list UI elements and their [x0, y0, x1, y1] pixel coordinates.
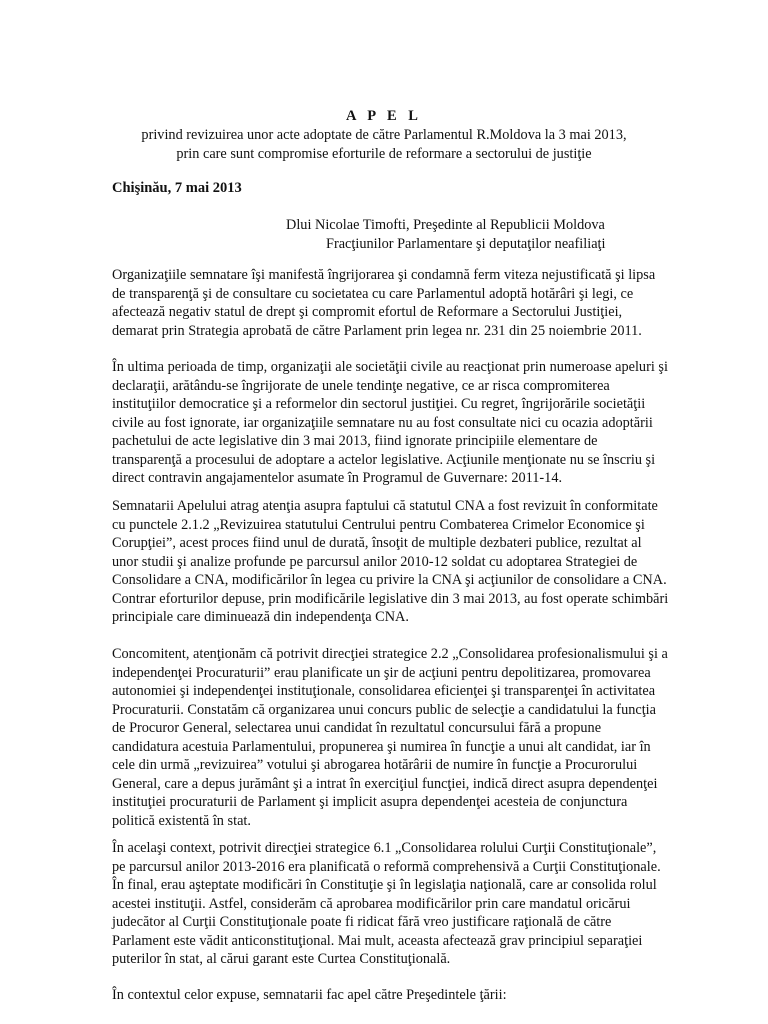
text-line: Procuraturii. Constatăm că organizarea unui concurs public de selecţie a candidatului la funcţia [112, 701, 657, 718]
paragraph-1 [112, 266, 722, 340]
place-and-date: Chişinău, 7 mai 2013 [112, 180, 242, 196]
text-line: Corupţiei”, acest proces fiind unul de durată, însoţit de multiple dezbateri publice, rezultat al [112, 535, 642, 551]
text-line: unor studii şi analize profunde pe parcursul anilor 2010-12 soldat cu adoptarea Strategiei de [112, 553, 638, 570]
text-line: În contextul celor expuse, semnatarii fac apel către Preşedintele ţării: [112, 987, 507, 1003]
addressee-line-2: Fracţiunilor Parlamentare şi deputaţilor neafiliaţi [326, 236, 606, 252]
text-line: Semnatarii Apelului atrag atenţia asupra faptului că statutul CNA a fost revizuit în conformitate [112, 498, 658, 514]
text-line: acestei instituţii. Astfel, considerăm că aprobarea modificărilor prin care mandatul oricărui [112, 895, 631, 912]
text-line: politică existentă în stat. [112, 812, 251, 829]
text-line: Parlament este vădit anticonstituţional. Mai mult, aceasta afectează grav principiul separaţiei [112, 932, 643, 949]
paragraph-2 [112, 358, 722, 488]
text-line: demarat prin Strategia aprobată de către Parlament prin legea nr. 231 din 25 noiembrie 2011. [112, 322, 642, 339]
text-line: autonomiei şi independenţei instituţionale, consolidarea eficienţei şi transparenţei în activitatea [112, 683, 656, 699]
paragraph-5 [112, 839, 722, 969]
text-line: transparenţă a procesului de adoptare a actelor legislative. Acţiunile menţionate nu se înscriu şi [112, 451, 656, 468]
paragraph-4 [112, 645, 722, 830]
paragraph-3 [112, 497, 722, 627]
text-line: În final, erau aşteptate modificări în Constituţie şi în legislaţia naţională, care ar consolida rolul [112, 877, 657, 893]
text-line: principiale care diminuează din independenţa CNA. [112, 609, 409, 625]
text-line: instituţiilor democratice şi a reformelor din sectorul justiţiei. Cu regret, îngrijorările societăţii [112, 396, 646, 412]
text-line: General, care a depus jurământ şi a intrat în exerciţiul funcţiei, indică direct asupra dependenţei [112, 775, 658, 792]
text-line: În acelaşi context, potrivit direcţiei strategice 6.1 „Consolidarea rolului Curţii Constituţionale”, [112, 840, 657, 856]
text-line: pachetului de acte legislative din 3 mai 2013, fiind ignorate principiile elementare de [112, 433, 598, 449]
text-line: instituţiei procuraturii de Parlament şi implicit asupra dependenţei acesteia de conjunctura [112, 794, 628, 810]
document-subtitle-line-1: privind revizuirea unor acte adoptate de către Parlamentul R.Moldova la 3 mai 2013, [141, 127, 627, 143]
text-line: cele din urmă „revizuirea” votului şi abrogarea hotărârii de numire în funcţie a Procurorului [112, 757, 638, 773]
text-line: afectează negativ statul de drept şi compromit efortul de Reformare a Sectorului Justiţiei, [112, 304, 623, 320]
addressee-line-1: Dlui Nicolae Timofti, Preşedinte al Republicii Moldova [286, 217, 605, 233]
text-line: de Procuror General, selectarea unui candidat în rezultatul concursului fără a propune [112, 720, 602, 736]
text-line: de transparenţă şi de consultare cu societatea cu care Parlamentul adoptă hotărâri şi legi, ce [112, 285, 634, 302]
text-line: Concomitent, atenţionăm că potrivit direcţiei strategice 2.2 „Consolidarea profesionalismului şi a [112, 646, 668, 662]
text-line: În ultima perioada de timp, organizaţii ale societăţii civile au reacţionat prin numeroase apeluri şi [112, 359, 668, 375]
text-line: Consolidare a CNA, modificărilor în legea cu privire la CNA şi acţiunilor de consolidare a CNA. [112, 572, 667, 588]
text-line: puterilor în stat, al cărui garant este Curtea Constituţională. [112, 951, 451, 967]
document-subtitle-line-2: prin care sunt compromise eforturile de reformare a sectorului de justiţie [176, 146, 592, 162]
text-line: candidatura acestuia Parlamentului, propunerea şi numirea în funcţie a unui alt candidat, iar în [112, 738, 651, 755]
text-line: Contrar eforturilor depuse, prin modificările legislative din 3 mai 2013, au fost operate schimbări [112, 590, 669, 607]
text-line: Organizaţiile semnatare îşi manifestă îngrijorarea şi condamnă ferm viteza nejustificată şi lipsa [112, 267, 656, 283]
paragraph-6 [112, 986, 722, 1005]
text-line: civile au fost ignorate, iar organizaţiile semnatare nu au fost consultate nici cu ocazia adoptării [112, 414, 653, 431]
text-line: independenţei Procuraturii” erau planificate un şir de acţiuni pentru depolitizarea, promovarea [112, 664, 651, 681]
text-line: direct contravin angajamentelor asumate în Programul de Guvernare: 2011-14. [112, 470, 563, 486]
text-line: pe parcursul anilor 2013-2016 era planificată o reformă comprehensivă a Curţii Constituţionale. [112, 858, 661, 875]
document-title: A P E L [346, 108, 422, 124]
text-line: declaraţii, arătându-se îngrijorate de unele tendinţe negative, ce ar risca compromiterea [112, 377, 610, 394]
text-line: judecător al Curţii Constituţionale poate fi ridicat fără vreo justificare raţională de către [112, 914, 612, 930]
text-line: cu punctele 2.1.2 „Revizuirea statutului Centrului pentru Combaterea Crimelor Economice şi [112, 516, 645, 533]
